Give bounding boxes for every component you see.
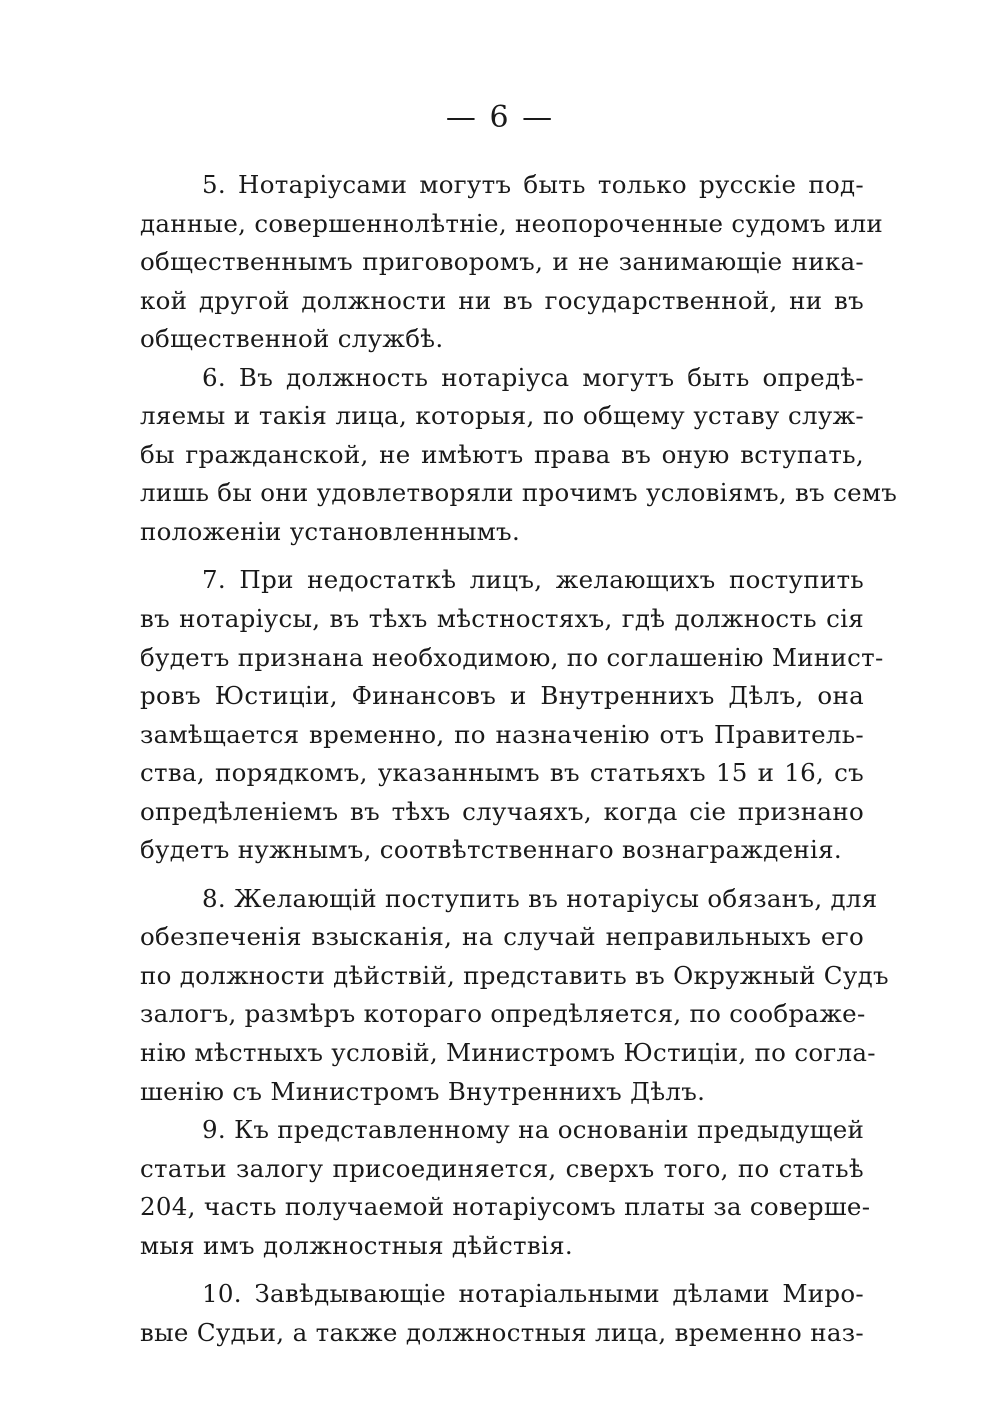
text-line: будетъ нужнымъ, соотвѣтственнаго вознагражденія. [140,835,843,865]
text-line: 6. Въ должность нотаріуса могутъ быть опредѣ- [202,362,864,392]
text-line: обезпеченія взысканія, на случай неправильныхъ его [140,922,864,952]
body-text [140,166,898,1352]
text-line: ляемы и такія лица, которыя, по общему уставу служ- [140,401,864,431]
text-line: лишь бы они удовлетворяли прочимъ условіямъ, въ семъ [140,478,898,508]
text-line: данные, совершеннолѣтніе, неопороченные судомъ или [140,208,884,238]
text-line: 5. Нотаріусами могутъ быть только русскіе под- [202,170,864,199]
text-line: въ нотаріусы, въ тѣхъ мѣстностяхъ, гдѣ должность сія [140,604,864,634]
text-line: нію мѣстныхъ условій, Министромъ Юстиціи, по согла- [140,1038,876,1068]
text-line: 9. Къ представленному на основаніи предыдущей [202,1115,865,1145]
text-line: шенію съ Министромъ Внутреннихъ Дѣлъ. [140,1076,706,1106]
text-line: общественной службѣ. [140,324,444,354]
text-line: 204, часть получаемой нотаріусомъ платы за соверше- [140,1192,871,1222]
text-line: общественнымъ приговоромъ, и не занимающіе ника- [140,247,864,277]
text-line: 7. При недостаткѣ лицъ, желающихъ поступить [202,565,864,595]
text-line: замѣщается временно, по назначенію отъ Правитель- [140,719,864,749]
text-line: бы гражданской, не имѣютъ права въ оную вступать, [140,439,864,469]
text-line: по должности дѣйствій, представить въ Окружный Судъ [140,960,889,990]
text-line: мыя имъ должностныя дѣйствія. [140,1230,573,1260]
text-line: вые Судьи, а также должностныя лица, временно наз- [140,1317,864,1347]
page-number: — 6 — [445,100,555,135]
text-line: залогъ, размѣръ котораго опредѣляется, по соображе- [140,999,866,1029]
text-line: 8. Желающій поступить въ нотаріусы обязанъ, для [202,883,878,913]
text-line: положеніи установленнымъ. [140,516,521,546]
text-line: ства, порядкомъ, указаннымъ въ статьяхъ 15 и 16, съ [140,758,864,788]
text-line: будетъ признана необходимою, по соглашенію Минист- [140,642,884,672]
text-line: 10. Завѣдывающіе нотаріальными дѣлами Миро- [202,1279,864,1309]
text-line: опредѣленіемъ въ тѣхъ случаяхъ, когда сіе признано [140,796,864,826]
text-line: ровъ Юстиціи, Финансовъ и Внутреннихъ Дѣлъ, она [140,681,864,711]
text-line: кой другой должности ни въ государственной, ни въ [140,285,864,315]
text-line: статьи залогу присоединяется, сверхъ того, по статьѣ [140,1153,864,1183]
